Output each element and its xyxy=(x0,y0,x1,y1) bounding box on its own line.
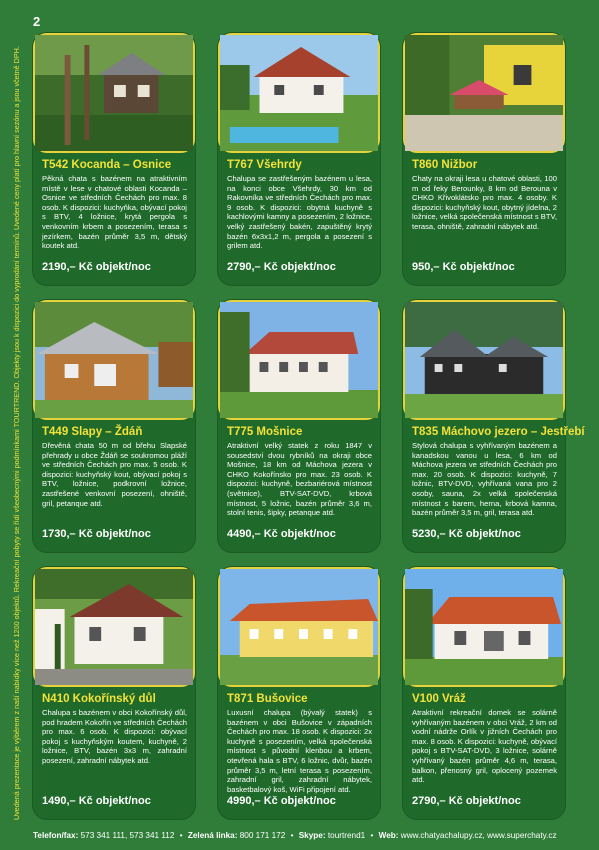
web-label: Web: xyxy=(378,831,399,840)
card-price: 4990,– Kč objekt/noc xyxy=(227,795,336,807)
card-title: T871 Bušovice xyxy=(227,693,308,705)
card-price: 2790,– Kč objekt/noc xyxy=(412,795,521,807)
card-title: T775 Mošnice xyxy=(227,426,303,438)
card-price: 5230,– Kč objekt/noc xyxy=(412,528,521,540)
card-title: V100 Vráž xyxy=(412,693,466,705)
web-links[interactable]: www.chatyachalupy.cz, www.superchaty.cz xyxy=(400,831,557,840)
card-description: Atraktivní rekreační domek se solárně vyhřívaným bazénem v obci Vráž, 2 km od vodní nádrže Orlík v jižních Čechách pro max. 8 osob. K dispozici: kuchyně, obývací pokoj s BTV-SAT-DVD, 3 ložnice, solárně vyhřívaný bazén průměr 4,6 m, terasa, balkon, přenosný gril, oplocený pozemek atd. xyxy=(412,708,557,785)
card-description: Dřevěná chata 50 m od břehu Slapské přehrady u obce Ždáň se soukromou pláží ve středních Čechách pro max. 5 osob. K dispozici: kuchyňský kout, obývací pokoj s BTV, ložnice, podkrovní ložnice, zastřešené venkovní posezení, ohniště, gril, petanque atd. xyxy=(42,441,187,508)
contact-footer: Telefon/fax: 573 341 111, 573 341 112 • Zelená linka: 800 171 172 • Skype: tourtrend1 • Web: www.chatyachalupy.cz, www.superchaty.cz xyxy=(33,831,557,840)
card-price: 1730,– Kč objekt/noc xyxy=(42,528,151,540)
card-title: N410 Kokořínský důl xyxy=(42,693,156,705)
offer-card-t835[interactable] xyxy=(403,300,585,552)
skype-label: Skype: xyxy=(298,831,326,840)
photo-cottage-forest xyxy=(33,33,195,153)
side-disclaimer xyxy=(0,0,24,820)
card-description: Chalupa s bazénem v obci Kokořínský důl, pod hradem Kokořín ve středních Čechách pro max. 6 osob. K dispozici: obývací pokoj s kuchyňským koutem, kuchyně, 2 ložnice, BTV, bazén 3x3 m, zahradní posezení, zahradní nábytek atd. xyxy=(42,708,187,765)
card-price: 2190,– Kč objekt/noc xyxy=(42,261,151,273)
photo-modern-house xyxy=(403,567,565,687)
card-description: Pěkná chata s bazénem na atraktivním místě v lese v chatové oblasti Kocanda – Osnice ve středních Čechách pro max. 8 osob. K dispozici: kuchyňka, obývací pokoj s BTV, 4 ložnice, krytá pergola s venkovním krbem a posezením, terasa s jezírkem, bazén průměr 3,5 m, dětský koutek atd. xyxy=(42,174,187,251)
card-description: Atraktivní velký statek z roku 1847 v sousedství dvou rybníků na okraji obce Mošnice, 18 km od Máchova jezera v CHKO Kokořínsko pro max. 23 osob. K dispozici: kuchyně, bezbariérová místnost (světnice), BTV-SAT-DVD, krbová místnost, 5 ložnic, bazén průměr 3,6 m, stolní tenis, šipky, petanque atd. xyxy=(227,441,372,518)
card-title: T767 Všehrdy xyxy=(227,159,302,171)
card-description: Stylová chalupa s vyhřívaným bazénem a kanadskou vanou u lesa, 6 km od Máchova jezera ve středních Čechách pro max. 20 osob. K dispozici: kuchyně, 7 ložnic, BTV-DVD, vyhřívaná vana pro 2 osoby, sauna, 2x velká společenská místnost s barem, herna, krbová kamna, bazén průměr 3,5 m, gril, terasa atd. xyxy=(412,441,557,518)
photo-timber-house xyxy=(403,300,565,420)
card-description: Chaty na okraji lesa u chatové oblasti, 100 m od řeky Berounky, 8 km od Berouna v CHKO Křivoklátsko pro max. 4 osoby. K dispozici: kuchyňský kout, obytný jídelna, 2 ložnice, velká společenská místnost s BTV, terasa, ohniště, zahradní nábytek atd. xyxy=(412,174,557,231)
page-number: 2 xyxy=(33,14,41,29)
card-price: 950,– Kč objekt/noc xyxy=(412,261,515,273)
offer-card-t860[interactable] xyxy=(403,33,565,285)
card-title: T449 Slapy – Ždáň xyxy=(42,426,143,438)
offer-card-n410[interactable] xyxy=(33,567,195,819)
card-description: Luxusní chalupa (bývalý statek) s bazénem v obci Bušovice v západních Čechách pro max. 18 osob. K dispozici: 2x kuchyně s posezením, velká společenská místnost s původní klenbou a krbem, otevřená hala s BTV, 6 ložnic, dvůr, bazén průměr 3,5 m, letní terasa s posezením, zahradní gril, zahradní nábytek, basketbalový koš, WiFi připojení atd. xyxy=(227,708,372,794)
skype-handle[interactable]: tourtrend1 xyxy=(327,831,366,840)
side-disclaimer-text: Uvedená prezentace je výběrem z naší nabídky více než 1200 objektů. Rekreační pobyty se řídí všeobecnými podmínkami TOURTREND. Objekty jsou k dispozici do vyprodání termínů. Uvedené ceny platí pro hlavní sezónu a jsou včetně DPH. xyxy=(12,46,21,820)
offer-card-v100[interactable] xyxy=(403,567,565,819)
offer-card-t775[interactable] xyxy=(218,300,380,552)
photo-farmhouse xyxy=(218,300,380,420)
photo-house-pool xyxy=(218,33,380,153)
card-description: Chalupa se zastřešeným bazénem u lesa, na konci obce Všehrdy, 30 km od Rakovníka ve středních Čechách pro max. 9 osob. K dispozici: obytná kuchyně s kachlovými kamny a posezením, 2 ložnice, velký zastřešený bakén, zapuštěný krytý bazén 6x3x1,2 m, pergola a posezení s grilem atd. xyxy=(227,174,372,251)
photo-white-cottage xyxy=(33,567,195,687)
card-price: 4490,– Kč objekt/noc xyxy=(227,528,336,540)
green-line-number[interactable]: 800 171 172 xyxy=(239,831,286,840)
photo-wooden-cabin xyxy=(33,300,195,420)
offer-card-t542[interactable] xyxy=(33,33,195,285)
card-title: T835 Máchovo jezero – Jestřebí xyxy=(412,426,585,438)
card-price: 1490,– Kč objekt/noc xyxy=(42,795,151,807)
photo-yellow-chalet xyxy=(403,33,565,153)
green-line-label: Zelená linka: xyxy=(187,831,238,840)
offer-grid xyxy=(33,33,585,813)
offer-card-t767[interactable] xyxy=(218,33,380,285)
photo-yellow-manor xyxy=(218,567,380,687)
card-title: T860 Nižbor xyxy=(412,159,478,171)
card-price: 2790,– Kč objekt/noc xyxy=(227,261,336,273)
offer-card-t871[interactable] xyxy=(218,567,380,819)
phone-label: Telefon/fax: xyxy=(33,831,79,840)
card-title: T542 Kocanda – Osnice xyxy=(42,159,172,171)
phone-number[interactable]: 573 341 111, 573 341 112 xyxy=(80,831,175,840)
offer-card-t449[interactable] xyxy=(33,300,195,552)
